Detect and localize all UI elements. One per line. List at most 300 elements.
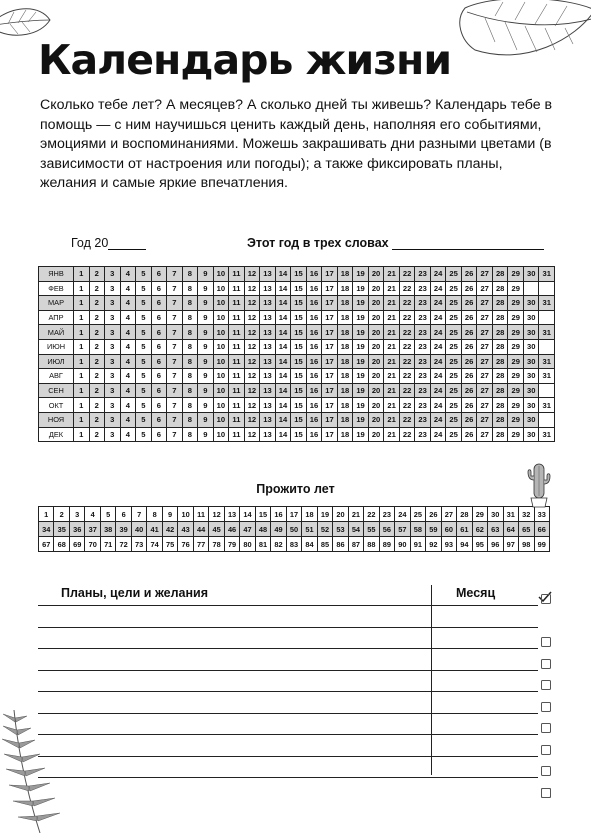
day-cell[interactable]: 4 bbox=[120, 339, 136, 354]
day-cell[interactable]: 3 bbox=[105, 369, 121, 384]
day-cell[interactable]: 20 bbox=[368, 398, 384, 413]
year-cell[interactable]: 17 bbox=[286, 507, 301, 522]
day-cell[interactable]: 27 bbox=[477, 296, 493, 311]
day-cell[interactable]: 24 bbox=[430, 325, 446, 340]
day-cell[interactable]: 1 bbox=[74, 339, 90, 354]
year-cell[interactable]: 62 bbox=[472, 522, 487, 537]
day-cell[interactable]: 1 bbox=[74, 398, 90, 413]
day-cell[interactable]: 12 bbox=[244, 325, 260, 340]
day-cell[interactable]: 21 bbox=[384, 383, 400, 398]
day-cell[interactable]: 17 bbox=[322, 339, 338, 354]
day-cell[interactable]: 21 bbox=[384, 398, 400, 413]
year-cell[interactable]: 79 bbox=[224, 537, 239, 552]
day-cell[interactable]: 7 bbox=[167, 354, 183, 369]
year-cell[interactable]: 27 bbox=[441, 507, 456, 522]
day-cell[interactable]: 14 bbox=[275, 383, 291, 398]
day-cell[interactable]: 25 bbox=[446, 296, 462, 311]
day-cell[interactable]: 3 bbox=[105, 398, 121, 413]
day-cell[interactable]: 28 bbox=[492, 369, 508, 384]
day-cell[interactable]: 23 bbox=[415, 412, 431, 427]
day-cell[interactable]: 21 bbox=[384, 296, 400, 311]
day-cell[interactable]: 3 bbox=[105, 325, 121, 340]
day-cell[interactable]: 29 bbox=[508, 296, 524, 311]
year-cell[interactable]: 7 bbox=[131, 507, 146, 522]
day-cell[interactable]: 8 bbox=[182, 296, 198, 311]
day-cell[interactable]: 13 bbox=[260, 354, 276, 369]
day-cell[interactable]: 2 bbox=[89, 267, 105, 282]
day-cell[interactable]: 18 bbox=[337, 281, 353, 296]
year-cell[interactable]: 46 bbox=[224, 522, 239, 537]
day-cell[interactable]: 30 bbox=[523, 310, 539, 325]
day-cell[interactable]: 2 bbox=[89, 398, 105, 413]
day-cell[interactable]: 31 bbox=[539, 369, 555, 384]
day-cell[interactable]: 9 bbox=[198, 325, 214, 340]
day-cell[interactable]: 12 bbox=[244, 369, 260, 384]
year-cell[interactable]: 29 bbox=[472, 507, 487, 522]
day-cell[interactable]: 26 bbox=[461, 325, 477, 340]
year-cell[interactable]: 55 bbox=[364, 522, 379, 537]
year-cell[interactable]: 75 bbox=[162, 537, 177, 552]
day-cell[interactable]: 5 bbox=[136, 427, 152, 442]
year-cell[interactable]: 92 bbox=[426, 537, 441, 552]
day-cell[interactable]: 28 bbox=[492, 354, 508, 369]
day-cell[interactable]: 22 bbox=[399, 383, 415, 398]
day-cell[interactable]: 13 bbox=[260, 310, 276, 325]
day-cell[interactable]: 17 bbox=[322, 296, 338, 311]
day-cell[interactable]: 5 bbox=[136, 296, 152, 311]
day-cell[interactable]: 7 bbox=[167, 281, 183, 296]
day-cell[interactable]: 14 bbox=[275, 427, 291, 442]
day-cell[interactable]: 11 bbox=[229, 383, 245, 398]
day-cell[interactable]: 14 bbox=[275, 412, 291, 427]
day-cell[interactable]: 5 bbox=[136, 325, 152, 340]
day-cell[interactable]: 5 bbox=[136, 267, 152, 282]
day-cell[interactable]: 24 bbox=[430, 383, 446, 398]
year-cell[interactable]: 40 bbox=[131, 522, 146, 537]
day-cell[interactable]: 8 bbox=[182, 427, 198, 442]
day-cell[interactable]: 23 bbox=[415, 339, 431, 354]
day-cell[interactable]: 12 bbox=[244, 383, 260, 398]
day-cell[interactable]: 6 bbox=[151, 398, 167, 413]
day-cell[interactable]: 1 bbox=[74, 325, 90, 340]
day-cell[interactable]: 24 bbox=[430, 354, 446, 369]
day-cell[interactable]: 12 bbox=[244, 398, 260, 413]
day-cell[interactable]: 4 bbox=[120, 412, 136, 427]
year-cell[interactable]: 59 bbox=[426, 522, 441, 537]
day-cell[interactable]: 15 bbox=[291, 427, 307, 442]
day-cell[interactable]: 5 bbox=[136, 412, 152, 427]
day-cell[interactable]: 25 bbox=[446, 427, 462, 442]
day-cell[interactable]: 21 bbox=[384, 339, 400, 354]
day-cell[interactable]: 22 bbox=[399, 427, 415, 442]
day-cell[interactable]: 19 bbox=[353, 354, 369, 369]
year-cell[interactable]: 4 bbox=[85, 507, 100, 522]
day-cell[interactable]: 28 bbox=[492, 281, 508, 296]
day-cell[interactable]: 29 bbox=[508, 427, 524, 442]
day-cell[interactable]: 4 bbox=[120, 398, 136, 413]
day-cell[interactable]: 17 bbox=[322, 383, 338, 398]
day-cell[interactable]: 11 bbox=[229, 325, 245, 340]
day-cell[interactable]: 30 bbox=[523, 339, 539, 354]
day-cell[interactable]: 8 bbox=[182, 369, 198, 384]
day-cell[interactable] bbox=[539, 281, 555, 296]
day-cell[interactable]: 12 bbox=[244, 267, 260, 282]
year-cell[interactable]: 90 bbox=[395, 537, 410, 552]
day-cell[interactable]: 26 bbox=[461, 398, 477, 413]
day-cell[interactable]: 6 bbox=[151, 325, 167, 340]
day-cell[interactable]: 26 bbox=[461, 267, 477, 282]
day-cell[interactable]: 6 bbox=[151, 369, 167, 384]
day-cell[interactable]: 11 bbox=[229, 398, 245, 413]
year-cell[interactable]: 3 bbox=[69, 507, 84, 522]
day-cell[interactable]: 27 bbox=[477, 398, 493, 413]
day-cell[interactable]: 17 bbox=[322, 354, 338, 369]
year-cell[interactable]: 78 bbox=[209, 537, 224, 552]
year-cell[interactable]: 80 bbox=[240, 537, 255, 552]
day-cell[interactable]: 12 bbox=[244, 296, 260, 311]
day-cell[interactable]: 3 bbox=[105, 412, 121, 427]
day-cell[interactable]: 7 bbox=[167, 398, 183, 413]
day-cell[interactable]: 27 bbox=[477, 339, 493, 354]
day-cell[interactable]: 21 bbox=[384, 354, 400, 369]
checkbox-icon[interactable] bbox=[541, 745, 551, 755]
day-cell[interactable]: 18 bbox=[337, 398, 353, 413]
year-cell[interactable]: 65 bbox=[519, 522, 534, 537]
day-cell[interactable]: 28 bbox=[492, 398, 508, 413]
day-cell[interactable] bbox=[539, 310, 555, 325]
day-cell[interactable]: 7 bbox=[167, 296, 183, 311]
day-cell[interactable]: 23 bbox=[415, 354, 431, 369]
day-cell[interactable]: 12 bbox=[244, 427, 260, 442]
day-cell[interactable]: 19 bbox=[353, 398, 369, 413]
checkbox-icon[interactable] bbox=[541, 766, 551, 776]
year-cell[interactable]: 76 bbox=[178, 537, 193, 552]
year-cell[interactable]: 9 bbox=[162, 507, 177, 522]
day-cell[interactable]: 16 bbox=[306, 412, 322, 427]
day-cell[interactable]: 13 bbox=[260, 339, 276, 354]
day-cell[interactable] bbox=[539, 383, 555, 398]
plan-line[interactable] bbox=[38, 627, 538, 628]
day-cell[interactable]: 16 bbox=[306, 398, 322, 413]
day-cell[interactable]: 10 bbox=[213, 369, 229, 384]
day-cell[interactable]: 1 bbox=[74, 281, 90, 296]
year-cell[interactable]: 94 bbox=[457, 537, 472, 552]
day-cell[interactable]: 3 bbox=[105, 267, 121, 282]
day-cell[interactable]: 19 bbox=[353, 281, 369, 296]
year-cell[interactable]: 99 bbox=[534, 537, 550, 552]
day-cell[interactable]: 25 bbox=[446, 398, 462, 413]
day-cell[interactable]: 14 bbox=[275, 281, 291, 296]
year-cell[interactable]: 18 bbox=[302, 507, 317, 522]
day-cell[interactable]: 25 bbox=[446, 354, 462, 369]
day-cell[interactable]: 15 bbox=[291, 296, 307, 311]
day-cell[interactable]: 27 bbox=[477, 325, 493, 340]
day-cell[interactable]: 26 bbox=[461, 427, 477, 442]
day-cell[interactable]: 3 bbox=[105, 310, 121, 325]
day-cell[interactable]: 4 bbox=[120, 310, 136, 325]
day-cell[interactable]: 28 bbox=[492, 412, 508, 427]
day-cell[interactable]: 6 bbox=[151, 267, 167, 282]
day-cell[interactable]: 29 bbox=[508, 398, 524, 413]
year-cell[interactable]: 91 bbox=[410, 537, 425, 552]
day-cell[interactable]: 28 bbox=[492, 296, 508, 311]
day-cell[interactable]: 16 bbox=[306, 325, 322, 340]
day-cell[interactable]: 13 bbox=[260, 369, 276, 384]
day-cell[interactable]: 14 bbox=[275, 354, 291, 369]
day-cell[interactable]: 18 bbox=[337, 325, 353, 340]
day-cell[interactable]: 10 bbox=[213, 267, 229, 282]
year-cell[interactable]: 41 bbox=[147, 522, 162, 537]
day-cell[interactable]: 15 bbox=[291, 339, 307, 354]
day-cell[interactable]: 20 bbox=[368, 267, 384, 282]
day-cell[interactable]: 3 bbox=[105, 296, 121, 311]
year-cell[interactable]: 83 bbox=[286, 537, 301, 552]
day-cell[interactable]: 30 bbox=[523, 427, 539, 442]
day-cell[interactable]: 26 bbox=[461, 383, 477, 398]
year-cell[interactable]: 84 bbox=[302, 537, 317, 552]
day-cell[interactable]: 4 bbox=[120, 427, 136, 442]
day-cell[interactable]: 31 bbox=[539, 267, 555, 282]
year-cell[interactable]: 14 bbox=[240, 507, 255, 522]
day-cell[interactable]: 8 bbox=[182, 383, 198, 398]
day-cell[interactable]: 20 bbox=[368, 369, 384, 384]
day-cell[interactable]: 13 bbox=[260, 398, 276, 413]
checkbox-icon[interactable] bbox=[541, 659, 551, 669]
day-cell[interactable]: 26 bbox=[461, 296, 477, 311]
day-cell[interactable]: 14 bbox=[275, 325, 291, 340]
year-cell[interactable]: 5 bbox=[100, 507, 115, 522]
day-cell[interactable]: 22 bbox=[399, 310, 415, 325]
year-cell[interactable]: 33 bbox=[534, 507, 550, 522]
day-cell[interactable]: 23 bbox=[415, 383, 431, 398]
day-cell[interactable]: 12 bbox=[244, 310, 260, 325]
year-cell[interactable]: 56 bbox=[379, 522, 394, 537]
year-label[interactable] bbox=[71, 236, 146, 250]
year-cell[interactable]: 68 bbox=[54, 537, 69, 552]
plan-line[interactable] bbox=[38, 756, 538, 757]
day-cell[interactable]: 27 bbox=[477, 427, 493, 442]
day-cell[interactable]: 18 bbox=[337, 383, 353, 398]
day-cell[interactable]: 20 bbox=[368, 325, 384, 340]
day-cell[interactable]: 15 bbox=[291, 281, 307, 296]
year-cell[interactable]: 15 bbox=[255, 507, 270, 522]
year-cell[interactable]: 24 bbox=[395, 507, 410, 522]
day-cell[interactable]: 15 bbox=[291, 267, 307, 282]
day-cell[interactable]: 26 bbox=[461, 354, 477, 369]
day-cell[interactable]: 28 bbox=[492, 339, 508, 354]
day-cell[interactable]: 25 bbox=[446, 412, 462, 427]
day-cell[interactable]: 6 bbox=[151, 427, 167, 442]
day-cell[interactable]: 10 bbox=[213, 354, 229, 369]
year-cell[interactable]: 20 bbox=[333, 507, 348, 522]
day-cell[interactable]: 20 bbox=[368, 412, 384, 427]
day-cell[interactable]: 17 bbox=[322, 325, 338, 340]
day-cell[interactable]: 9 bbox=[198, 310, 214, 325]
day-cell[interactable]: 22 bbox=[399, 281, 415, 296]
day-cell[interactable]: 19 bbox=[353, 296, 369, 311]
year-cell[interactable]: 89 bbox=[379, 537, 394, 552]
day-cell[interactable]: 24 bbox=[430, 267, 446, 282]
day-cell[interactable]: 17 bbox=[322, 267, 338, 282]
day-cell[interactable]: 19 bbox=[353, 310, 369, 325]
day-cell[interactable]: 7 bbox=[167, 267, 183, 282]
day-cell[interactable]: 9 bbox=[198, 369, 214, 384]
day-cell[interactable]: 18 bbox=[337, 369, 353, 384]
year-cell[interactable]: 53 bbox=[333, 522, 348, 537]
day-cell[interactable]: 10 bbox=[213, 339, 229, 354]
day-cell[interactable]: 11 bbox=[229, 369, 245, 384]
three-words-input-line[interactable] bbox=[392, 249, 544, 250]
day-cell[interactable]: 2 bbox=[89, 427, 105, 442]
year-cell[interactable]: 48 bbox=[255, 522, 270, 537]
day-cell[interactable]: 30 bbox=[523, 398, 539, 413]
year-cell[interactable]: 35 bbox=[54, 522, 69, 537]
year-cell[interactable]: 13 bbox=[224, 507, 239, 522]
day-cell[interactable]: 6 bbox=[151, 310, 167, 325]
year-cell[interactable]: 51 bbox=[302, 522, 317, 537]
day-cell[interactable]: 24 bbox=[430, 369, 446, 384]
day-cell[interactable]: 23 bbox=[415, 296, 431, 311]
day-cell[interactable]: 25 bbox=[446, 325, 462, 340]
day-cell[interactable]: 13 bbox=[260, 281, 276, 296]
day-cell[interactable]: 23 bbox=[415, 325, 431, 340]
year-cell[interactable]: 22 bbox=[364, 507, 379, 522]
plan-line[interactable] bbox=[38, 777, 538, 778]
year-cell[interactable]: 93 bbox=[441, 537, 456, 552]
checkbox-icon[interactable] bbox=[541, 680, 551, 690]
day-cell[interactable]: 18 bbox=[337, 354, 353, 369]
day-cell[interactable]: 22 bbox=[399, 267, 415, 282]
day-cell[interactable]: 19 bbox=[353, 267, 369, 282]
year-cell[interactable]: 6 bbox=[116, 507, 131, 522]
day-cell[interactable]: 20 bbox=[368, 383, 384, 398]
day-cell[interactable]: 26 bbox=[461, 310, 477, 325]
day-cell[interactable]: 7 bbox=[167, 427, 183, 442]
day-cell[interactable]: 27 bbox=[477, 267, 493, 282]
day-cell[interactable]: 9 bbox=[198, 354, 214, 369]
year-cell[interactable]: 81 bbox=[255, 537, 270, 552]
day-cell[interactable]: 18 bbox=[337, 310, 353, 325]
day-cell[interactable]: 1 bbox=[74, 267, 90, 282]
year-cell[interactable]: 44 bbox=[193, 522, 208, 537]
day-cell[interactable]: 19 bbox=[353, 369, 369, 384]
day-cell[interactable]: 25 bbox=[446, 369, 462, 384]
checkbox-icon[interactable] bbox=[541, 723, 551, 733]
day-cell[interactable]: 16 bbox=[306, 383, 322, 398]
checkbox-icon[interactable] bbox=[541, 702, 551, 712]
day-cell[interactable]: 31 bbox=[539, 325, 555, 340]
day-cell[interactable]: 24 bbox=[430, 339, 446, 354]
day-cell[interactable]: 8 bbox=[182, 412, 198, 427]
plan-line[interactable] bbox=[38, 691, 538, 692]
year-cell[interactable]: 77 bbox=[193, 537, 208, 552]
day-cell[interactable]: 11 bbox=[229, 267, 245, 282]
day-cell[interactable]: 4 bbox=[120, 281, 136, 296]
day-cell[interactable]: 15 bbox=[291, 412, 307, 427]
day-cell[interactable]: 31 bbox=[539, 427, 555, 442]
day-cell[interactable]: 26 bbox=[461, 412, 477, 427]
day-cell[interactable]: 4 bbox=[120, 383, 136, 398]
day-cell[interactable]: 23 bbox=[415, 267, 431, 282]
day-cell[interactable]: 9 bbox=[198, 427, 214, 442]
day-cell[interactable]: 21 bbox=[384, 412, 400, 427]
day-cell[interactable]: 30 bbox=[523, 354, 539, 369]
year-cell[interactable]: 73 bbox=[131, 537, 146, 552]
day-cell[interactable]: 16 bbox=[306, 296, 322, 311]
three-words-label[interactable] bbox=[247, 236, 544, 250]
year-cell[interactable]: 21 bbox=[348, 507, 363, 522]
day-cell[interactable]: 22 bbox=[399, 296, 415, 311]
day-cell[interactable]: 6 bbox=[151, 281, 167, 296]
day-cell[interactable]: 19 bbox=[353, 412, 369, 427]
year-cell[interactable]: 63 bbox=[488, 522, 503, 537]
day-cell[interactable]: 13 bbox=[260, 296, 276, 311]
day-cell[interactable]: 15 bbox=[291, 369, 307, 384]
year-cell[interactable]: 82 bbox=[271, 537, 286, 552]
day-cell[interactable]: 30 bbox=[523, 383, 539, 398]
year-cell[interactable]: 71 bbox=[100, 537, 115, 552]
day-cell[interactable]: 9 bbox=[198, 398, 214, 413]
day-cell[interactable]: 10 bbox=[213, 310, 229, 325]
day-cell[interactable]: 13 bbox=[260, 383, 276, 398]
day-cell[interactable]: 6 bbox=[151, 354, 167, 369]
day-cell[interactable]: 3 bbox=[105, 354, 121, 369]
year-cell[interactable]: 69 bbox=[69, 537, 84, 552]
day-cell[interactable]: 21 bbox=[384, 325, 400, 340]
day-cell[interactable]: 19 bbox=[353, 427, 369, 442]
day-cell[interactable]: 23 bbox=[415, 310, 431, 325]
day-cell[interactable]: 14 bbox=[275, 398, 291, 413]
day-cell[interactable]: 5 bbox=[136, 281, 152, 296]
year-cell[interactable]: 70 bbox=[85, 537, 100, 552]
day-cell[interactable]: 10 bbox=[213, 412, 229, 427]
day-cell[interactable]: 29 bbox=[508, 281, 524, 296]
day-cell[interactable]: 12 bbox=[244, 354, 260, 369]
year-cell[interactable]: 57 bbox=[395, 522, 410, 537]
year-cell[interactable]: 10 bbox=[178, 507, 193, 522]
day-cell[interactable]: 27 bbox=[477, 281, 493, 296]
year-cell[interactable]: 39 bbox=[116, 522, 131, 537]
plan-line[interactable] bbox=[38, 713, 538, 714]
day-cell[interactable]: 12 bbox=[244, 281, 260, 296]
day-cell[interactable]: 9 bbox=[198, 412, 214, 427]
day-cell[interactable]: 3 bbox=[105, 383, 121, 398]
day-cell[interactable]: 17 bbox=[322, 281, 338, 296]
day-cell[interactable]: 29 bbox=[508, 267, 524, 282]
day-cell[interactable]: 25 bbox=[446, 267, 462, 282]
day-cell[interactable]: 28 bbox=[492, 310, 508, 325]
day-cell[interactable]: 3 bbox=[105, 281, 121, 296]
day-cell[interactable]: 1 bbox=[74, 383, 90, 398]
day-cell[interactable]: 24 bbox=[430, 412, 446, 427]
day-cell[interactable]: 7 bbox=[167, 412, 183, 427]
day-cell[interactable]: 25 bbox=[446, 339, 462, 354]
day-cell[interactable]: 30 bbox=[523, 296, 539, 311]
day-cell[interactable]: 10 bbox=[213, 325, 229, 340]
day-cell[interactable]: 6 bbox=[151, 296, 167, 311]
plan-line[interactable] bbox=[38, 670, 538, 671]
year-cell[interactable]: 88 bbox=[364, 537, 379, 552]
plan-line[interactable] bbox=[38, 734, 538, 735]
day-cell[interactable]: 29 bbox=[508, 325, 524, 340]
year-cell[interactable]: 98 bbox=[519, 537, 534, 552]
year-cell[interactable]: 30 bbox=[488, 507, 503, 522]
year-cell[interactable]: 61 bbox=[457, 522, 472, 537]
day-cell[interactable]: 4 bbox=[120, 354, 136, 369]
day-cell[interactable]: 11 bbox=[229, 281, 245, 296]
day-cell[interactable]: 10 bbox=[213, 427, 229, 442]
day-cell[interactable]: 15 bbox=[291, 310, 307, 325]
